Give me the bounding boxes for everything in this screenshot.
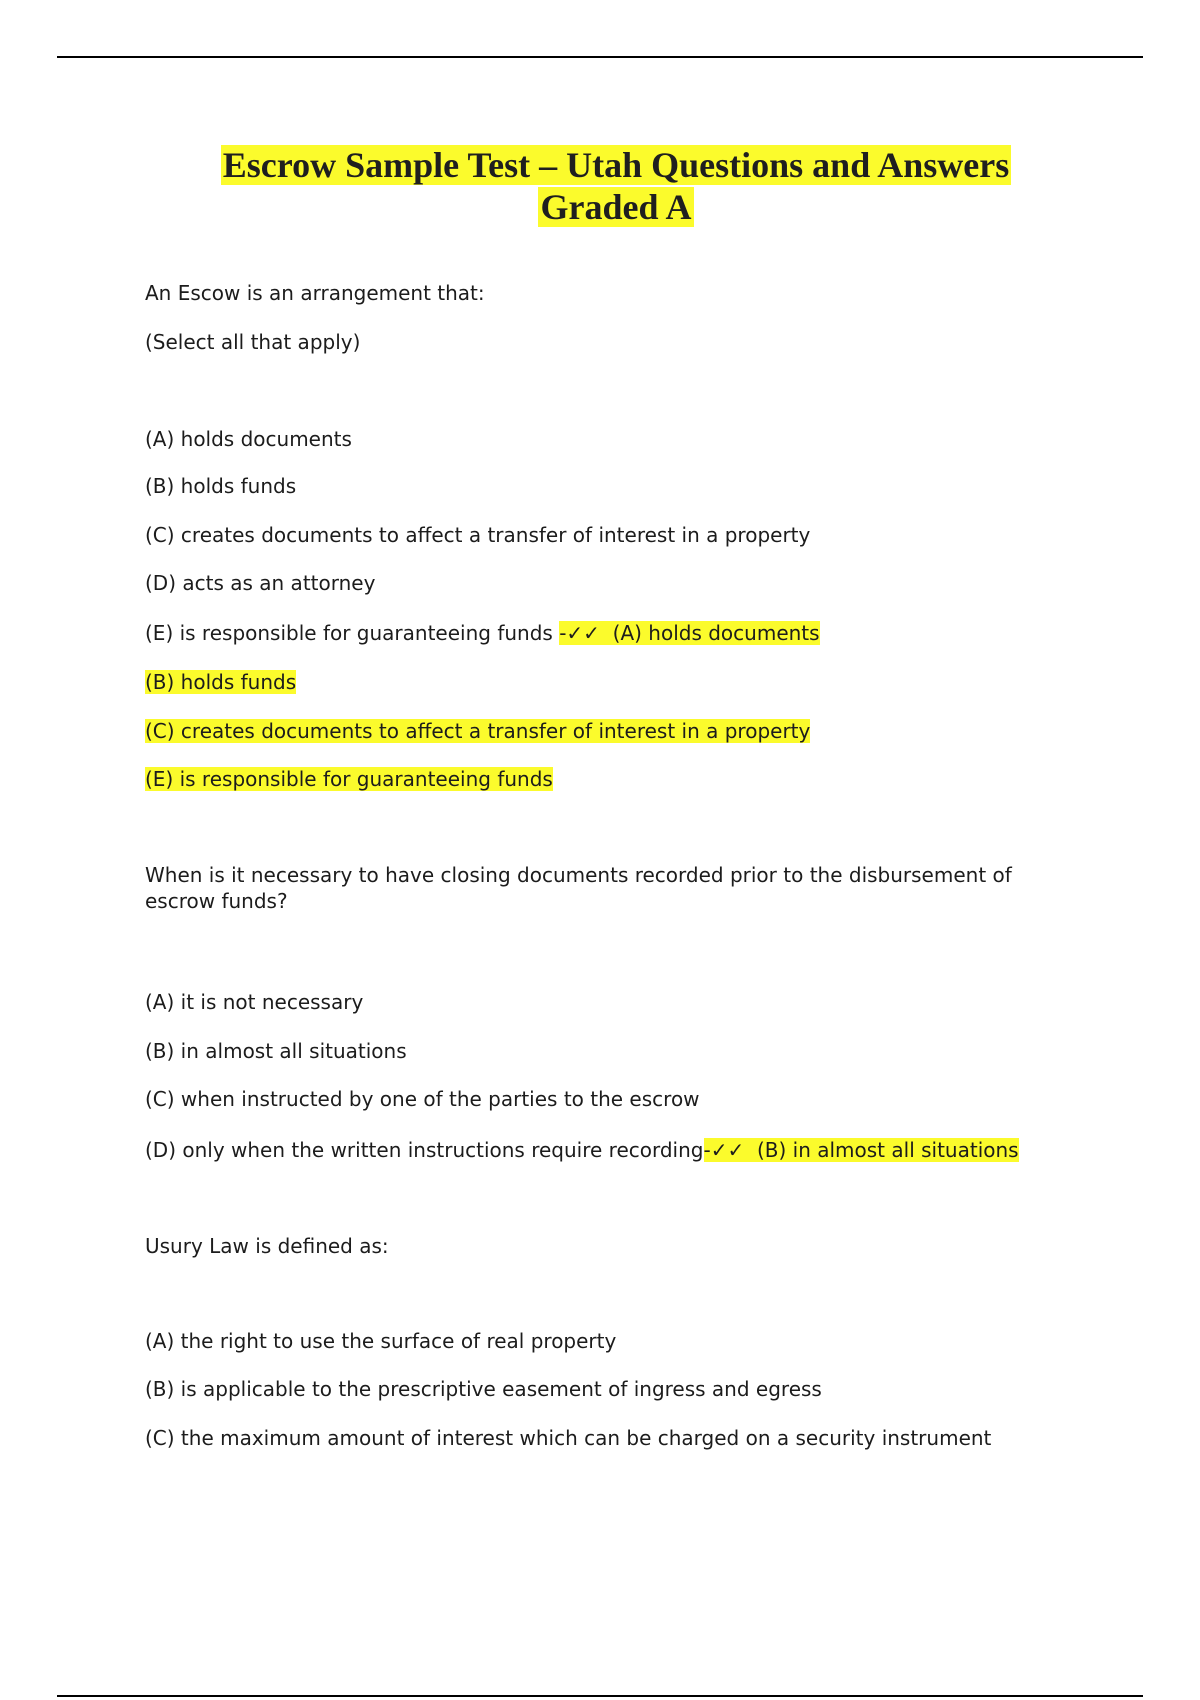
question-1-answer-e-line — [145, 766, 553, 792]
top-rule — [57, 56, 1143, 58]
question-3-text: Usury Law is defined as: — [145, 1234, 389, 1258]
question-3-option-b: (B) is applicable to the prescriptive easement of ingress and egress — [145, 1377, 822, 1401]
bottom-rule — [57, 1695, 1143, 1697]
question-1-option-b: (B) holds funds — [145, 474, 297, 498]
question-1-instruction: (Select all that apply) — [145, 330, 361, 354]
question-1-answer-b-line — [145, 669, 296, 695]
title-line-1: Escrow Sample Test – Utah Questions and Answers — [222, 145, 1010, 185]
question-2-option-c: (C) when instructed by one of the parties to the escrow — [145, 1087, 700, 1111]
question-1-answer-marker — [559, 621, 819, 645]
question-1-text: An Escow is an arrangement that: — [145, 281, 485, 305]
question-1-option-c: (C) creates documents to affect a transfer of interest in a property — [145, 523, 811, 547]
question-1-answer-c-line — [145, 718, 810, 744]
question-3-option-c: (C) the maximum amount of interest which can be charged on a security instrument — [145, 1426, 992, 1450]
question-3-option-a: (A) the right to use the surface of real property — [145, 1329, 617, 1353]
answer-check-icon: -✓✓ — [559, 621, 600, 645]
question-1-option-a: (A) holds documents — [145, 427, 352, 451]
title-line-2: Graded A — [540, 187, 692, 227]
question-2-option-d-with-answer — [145, 1137, 1019, 1163]
question-1-option-e-with-answer — [145, 620, 820, 646]
question-1-answer-e: (E) is responsible for guaranteeing funds — [145, 767, 553, 791]
question-2-option-b: (B) in almost all situations — [145, 1039, 407, 1063]
question-1-option-e: (E) is responsible for guaranteeing funds — [145, 621, 553, 645]
question-1-answer-c: (C) creates documents to affect a transfer of interest in a property — [145, 719, 811, 743]
question-2-answer-marker — [704, 1138, 1019, 1162]
question-2-option-d: (D) only when the written instructions require recording — [145, 1138, 704, 1162]
question-1-answer-b: (B) holds funds — [145, 670, 297, 694]
question-2-answer: (B) in almost all situations — [756, 1138, 1019, 1162]
answer-check-icon: -✓✓ — [703, 1138, 745, 1162]
question-2-text: When is it necessary to have closing documents recorded prior to the disbursement of escrow funds? — [145, 863, 1012, 913]
question-1-answer-a: (A) holds documents — [612, 621, 820, 645]
question-1-option-d: (D) acts as an attorney — [145, 571, 376, 595]
question-2-option-a: (A) it is not necessary — [145, 990, 364, 1014]
document-title — [0, 144, 1200, 228]
